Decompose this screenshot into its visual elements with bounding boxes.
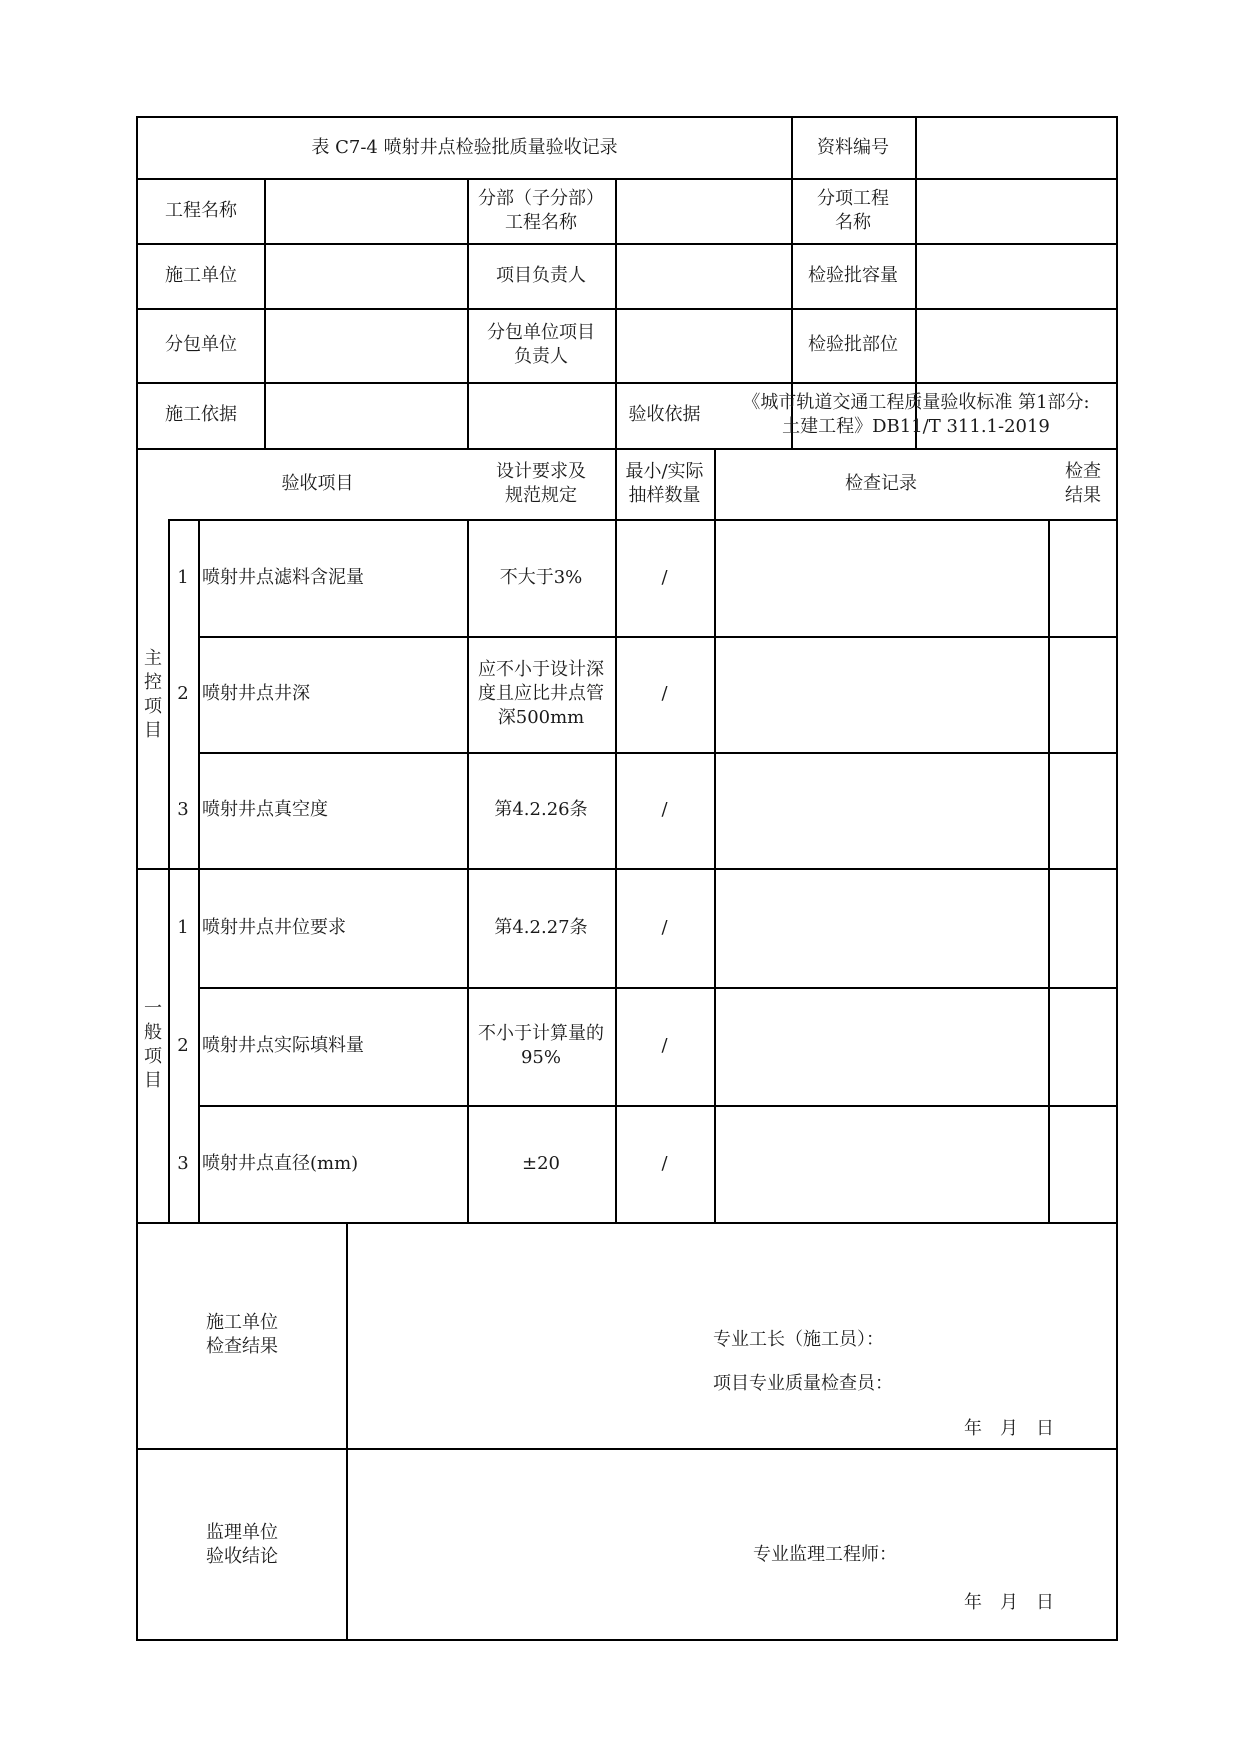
supervision-engineer-signature-label: 专业监理工程师：	[753, 1544, 897, 1565]
construction-basis-field[interactable]	[264, 382, 615, 448]
main-control-group-label	[138, 519, 168, 868]
item-sample: /	[661, 566, 668, 588]
item-result-field[interactable]	[1048, 868, 1118, 987]
batch-capacity-field[interactable]	[915, 243, 1118, 308]
item-number: 1	[177, 916, 189, 938]
batch-location-label: 检验批部位	[808, 334, 898, 355]
batch-capacity-label: 检验批容量	[808, 264, 898, 286]
sub-department-label-line2: 工程名称	[505, 211, 577, 233]
form-title: 表 C7-4 喷射井点检验批质量验收记录	[311, 137, 618, 158]
item-number: 3	[177, 799, 189, 820]
item-requirement-line: 95%	[520, 1047, 561, 1068]
item-result-field[interactable]	[1048, 1105, 1118, 1222]
item-name: 喷射井点滤料含泥量	[202, 566, 364, 588]
project-name-label: 工程名称	[165, 199, 237, 221]
column-header-result-line1: 检查	[1065, 460, 1101, 482]
item-sample: /	[661, 683, 668, 704]
item-requirement	[467, 1105, 615, 1222]
item-requirement	[467, 636, 615, 752]
item-requirement	[467, 752, 615, 868]
item-record-field[interactable]	[714, 519, 1048, 636]
item-requirement-line: 度且应比井点管	[478, 683, 604, 704]
column-header-requirement-line1: 设计要求及	[496, 460, 586, 482]
item-requirement-line: 第4.2.27条	[494, 916, 588, 938]
construction-check-date: 年 月 日	[964, 1418, 1054, 1439]
acceptance-basis-line2: 土建工程》DB11/T 311.1-2019	[782, 416, 1050, 437]
subcontractor-lead-label-line2: 负责人	[514, 346, 568, 367]
item-record-field[interactable]	[714, 752, 1048, 868]
main-control-char: 控	[144, 671, 162, 693]
main-control-char: 主	[144, 647, 162, 669]
general-char: 一	[144, 998, 162, 1019]
column-header-sample	[615, 448, 714, 519]
item-number: 3	[177, 1152, 189, 1174]
constructor-label: 施工单位	[165, 264, 237, 286]
project-lead-field[interactable]	[615, 243, 791, 308]
item-number: 1	[177, 566, 189, 588]
subcontractor-lead-field[interactable]	[615, 308, 791, 382]
column-header-requirement-line2: 规范规定	[505, 484, 577, 506]
acceptance-basis-line1: 《城市轨道交通工程质量验收标准 第1部分:	[742, 392, 1090, 413]
general-vertical-text	[141, 997, 165, 1093]
item-requirement-line: 第4.2.26条	[494, 799, 588, 820]
subcontractor-field[interactable]	[264, 308, 467, 382]
item-sample: /	[661, 1152, 668, 1174]
record-number-label: 资料编号	[817, 137, 889, 158]
batch-location-field[interactable]	[915, 308, 1118, 382]
item-requirement	[467, 519, 615, 636]
inspection-record-form	[136, 116, 1118, 1641]
item-requirement	[467, 987, 615, 1105]
acceptance-basis-value	[714, 382, 1118, 448]
constructor-field[interactable]	[264, 243, 467, 308]
item-sample: /	[661, 1035, 668, 1056]
item-result-field[interactable]	[1048, 636, 1118, 752]
main-control-char: 项	[144, 695, 162, 717]
item-record-field[interactable]	[714, 636, 1048, 752]
acceptance-basis-label: 验收依据	[628, 404, 701, 425]
foreman-signature-label: 专业工长（施工员）：	[713, 1329, 884, 1350]
general-char: 项	[144, 1046, 162, 1067]
record-number-field[interactable]	[915, 118, 1118, 178]
item-record-field[interactable]	[714, 868, 1048, 987]
construction-check-label-line2: 检查结果	[206, 1336, 278, 1357]
subcontractor-lead-label-line1: 分包单位项目	[487, 322, 595, 343]
main-control-char: 目	[144, 719, 162, 741]
item-requirement-line: 不小于计算量的	[478, 1023, 604, 1044]
general-group-label	[138, 868, 168, 1222]
item-name: 喷射井点井位要求	[202, 916, 346, 938]
main-control-vertical-text	[141, 647, 165, 743]
item-name: 喷射井点实际填料量	[202, 1035, 364, 1056]
column-header-result	[1048, 448, 1118, 519]
project-name-field[interactable]	[264, 178, 467, 243]
supervision-date: 年 月 日	[964, 1592, 1054, 1613]
item-sample: /	[661, 799, 668, 820]
item-result-field[interactable]	[1048, 752, 1118, 868]
general-char: 般	[144, 1022, 162, 1043]
construction-check-label-line1: 施工单位	[206, 1312, 278, 1333]
item-requirement-line: 应不小于设计深	[478, 659, 604, 680]
sub-item-label-line1: 分项工程	[817, 187, 889, 209]
item-name: 喷射井点直径(mm)	[202, 1152, 359, 1174]
item-result-field[interactable]	[1048, 519, 1118, 636]
project-lead-label: 项目负责人	[496, 264, 586, 286]
item-requirement-line: ±20	[522, 1152, 560, 1174]
sub-department-label-line1: 分部（子分部）	[478, 187, 604, 209]
sub-item-label	[791, 178, 915, 243]
sub-item-label-line2: 名称	[835, 211, 871, 233]
sub-department-label	[467, 178, 615, 243]
item-requirement-line: 不大于3%	[499, 566, 583, 588]
item-requirement	[467, 868, 615, 987]
sub-item-field[interactable]	[915, 178, 1118, 243]
supervision-conclusion-label	[138, 1448, 346, 1641]
column-header-record: 检查记录	[845, 472, 917, 494]
column-header-sample-line1: 最小/实际	[625, 460, 704, 482]
column-header-sample-line2: 抽样数量	[628, 484, 701, 506]
construction-check-label	[138, 1222, 346, 1448]
item-record-field[interactable]	[714, 1105, 1048, 1222]
column-header-item: 验收项目	[281, 472, 354, 494]
item-requirement-line: 深500mm	[497, 707, 585, 728]
column-header-requirement	[467, 448, 615, 519]
item-sample: /	[661, 916, 668, 938]
supervision-conclusion-label-line1: 监理单位	[206, 1521, 278, 1543]
subcontractor-lead-label	[467, 308, 615, 382]
item-result-field[interactable]	[1048, 987, 1118, 1105]
item-number: 2	[177, 1035, 189, 1056]
item-number: 2	[177, 683, 189, 704]
item-name: 喷射井点真空度	[202, 799, 328, 820]
item-record-field[interactable]	[714, 987, 1048, 1105]
construction-basis-label: 施工依据	[165, 404, 237, 425]
general-char: 目	[144, 1070, 162, 1091]
quality-inspector-signature-label: 项目专业质量检查员：	[713, 1373, 893, 1394]
item-name: 喷射井点井深	[202, 683, 310, 704]
supervision-conclusion-label-line2: 验收结论	[206, 1545, 278, 1567]
column-header-result-line2: 结果	[1065, 484, 1101, 506]
sub-department-field[interactable]	[615, 178, 791, 243]
subcontractor-label: 分包单位	[165, 334, 237, 355]
